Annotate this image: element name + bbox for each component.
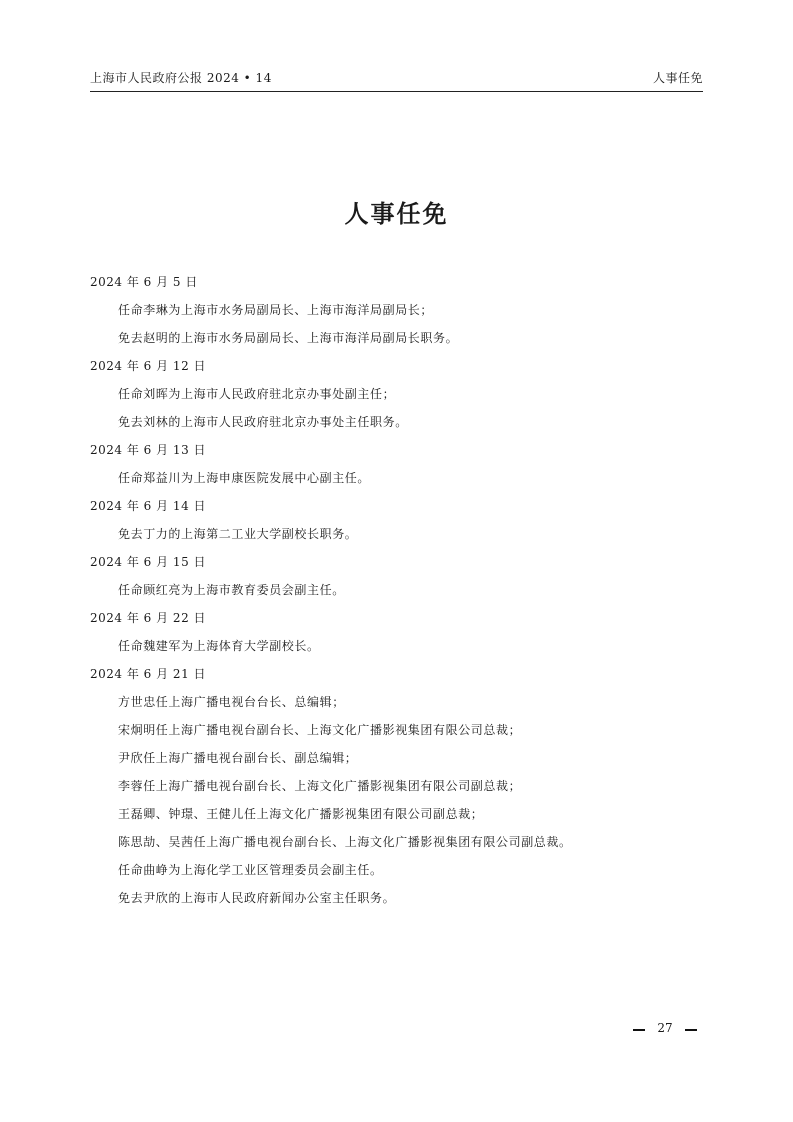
entry-date: 2024 年 6 月 5 日 xyxy=(90,275,198,289)
entry-group xyxy=(90,496,710,552)
entry-item: 任命刘晖为上海市人民政府驻北京办事处副主任； xyxy=(118,387,396,401)
entry-item: 任命魏建军为上海体育大学副校长。 xyxy=(118,639,320,653)
page-number-value: 27 xyxy=(657,1021,673,1035)
entry-date: 2024 年 6 月 14 日 xyxy=(90,499,207,513)
entry-group xyxy=(90,272,710,356)
entry-item: 李蓉任上海广播电视台副台长、上海文化广播影视集团有限公司副总裁； xyxy=(118,779,522,793)
entry-group xyxy=(90,356,710,440)
entry-group xyxy=(90,440,710,496)
entry-item: 陈思劼、吴茜任上海广播电视台副台长、上海文化广播影视集团有限公司副总裁。 xyxy=(118,835,572,849)
entry-date: 2024 年 6 月 15 日 xyxy=(90,555,207,569)
entry-item: 任命郑益川为上海申康医院发展中心副主任。 xyxy=(118,471,371,485)
appointment-list xyxy=(90,272,710,916)
entry-group xyxy=(90,552,710,608)
section-name: 人事任免 xyxy=(652,71,703,85)
running-header xyxy=(90,67,703,92)
entry-item: 免去丁力的上海第二工业大学副校长职务。 xyxy=(118,527,358,541)
entry-date: 2024 年 6 月 21 日 xyxy=(90,667,207,681)
publication-name: 上海市人民政府公报 2024 • 14 xyxy=(90,71,272,85)
entry-item: 免去赵明的上海市水务局副局长、上海市海洋局副局长职务。 xyxy=(118,331,459,345)
entry-item: 任命曲峥为上海化学工业区管理委员会副主任。 xyxy=(118,863,383,877)
entry-date: 2024 年 6 月 12 日 xyxy=(90,359,207,373)
entry-item: 王磊卿、钟璟、王健儿任上海文化广播影视集团有限公司副总裁； xyxy=(118,807,484,821)
page-title: 人事任免 xyxy=(344,199,449,228)
entry-group xyxy=(90,664,710,916)
entry-item: 尹欣任上海广播电视台副台长、副总编辑； xyxy=(118,751,358,765)
page-number-dash-right xyxy=(685,1029,697,1031)
entry-item: 任命李琳为上海市水务局副局长、上海市海洋局副局长； xyxy=(118,303,434,317)
entry-item: 方世忠任上海广播电视台台长、总编辑； xyxy=(118,695,345,709)
page-number xyxy=(633,1020,697,1040)
entry-date: 2024 年 6 月 13 日 xyxy=(90,443,207,457)
entry-group xyxy=(90,608,710,664)
entry-item: 宋炯明任上海广播电视台副台长、上海文化广播影视集团有限公司总裁； xyxy=(118,723,522,737)
entry-item: 免去刘林的上海市人民政府驻北京办事处主任职务。 xyxy=(118,415,408,429)
entry-date: 2024 年 6 月 22 日 xyxy=(90,611,207,625)
entry-item: 任命顾红亮为上海市教育委员会副主任。 xyxy=(118,583,345,597)
entry-item: 免去尹欣的上海市人民政府新闻办公室主任职务。 xyxy=(118,891,396,905)
